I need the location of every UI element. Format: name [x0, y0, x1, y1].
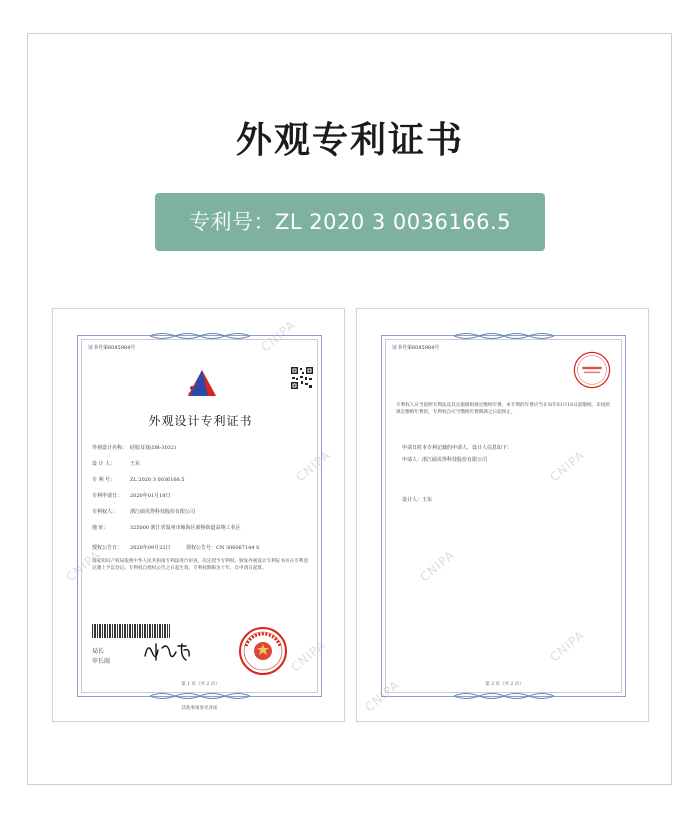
page-title: 外观专利证书: [235, 120, 464, 161]
stamp-icon: [572, 350, 612, 390]
watermark-text: CNIPA: [293, 447, 334, 485]
field-value: 2020年09月22日: [130, 545, 171, 551]
grant-publication-number: 授权公告号：CN 306067144 S: [186, 545, 260, 551]
ornament-icon: [454, 691, 554, 701]
field-value: ZL 2020 3 0036166.5: [130, 477, 185, 483]
certificate-border: [381, 335, 626, 697]
watermark-text: CNIPA: [547, 627, 588, 665]
field-patentee: [92, 508, 195, 515]
certificate-back[interactable]: [356, 308, 649, 722]
footer-note: 其他事项参见背面: [181, 706, 218, 711]
barcode: [92, 624, 170, 638]
signature-mark: [142, 638, 192, 664]
certificate-title: 外观设计专利证书: [148, 414, 253, 428]
watermark-text: CNIPA: [417, 547, 458, 585]
watermark-text: CNIPA: [258, 317, 299, 355]
page-number: 第 1 页（共 2 页）: [181, 682, 220, 687]
field-key: 专 利 号：: [92, 477, 116, 483]
field-designer: [92, 460, 140, 467]
field-key: 外观设计名称：: [92, 445, 128, 451]
ornament-icon: [150, 691, 250, 701]
field-filing-date: [92, 492, 170, 499]
patent-number-banner: 专利号：ZL 2020 3 0036166.5: [155, 193, 545, 251]
cert-number: 证书号第6085984号: [88, 345, 136, 351]
field-address: [92, 524, 241, 531]
watermark-text: CNIPA: [362, 677, 403, 715]
field-value: 2020年01月18日: [130, 493, 171, 499]
annual-fee-text: 专利权人应当依照专利法及其实施细则规定缴纳年费。本专利的年费应当在每年01月18日前缴纳。未按照规定缴纳年费的，专利权自应当缴纳年费期满之日起终止。: [396, 403, 610, 415]
director-sublabel: 申长雨: [92, 658, 111, 665]
designer-label: 设计人：: [402, 497, 423, 503]
watermark-text: CNIPA: [288, 637, 329, 675]
field-patent-number: [92, 476, 185, 483]
field-value: 硅胶耳塞(DB-3032): [130, 445, 177, 451]
field-design-name: [92, 444, 176, 451]
field-value: 325000 浙江省温州市瓯海区新桥街道高翔工业区: [130, 525, 241, 531]
designer-name: 王东: [422, 497, 433, 503]
certificate-front[interactable]: [52, 308, 345, 722]
official-seal-icon: [238, 626, 288, 676]
director-label: 局长: [92, 648, 105, 655]
cert-number: 证书号第6085984号: [392, 345, 440, 351]
watermark-text: CNIPA: [547, 447, 588, 485]
cnipa-logo-icon: [182, 366, 222, 406]
field-value: 王东: [130, 461, 141, 467]
field-key: 设 计 人：: [92, 461, 116, 467]
field-key: 授权公告日：: [92, 545, 123, 551]
field-value: 浙江硕贝得科技股份有限公司: [130, 509, 196, 515]
field-key: 专利申请日：: [92, 493, 123, 499]
ornament-icon: [150, 331, 250, 341]
certificate-body-text: 国家知识产权局依照中华人民共和国专利法进行审查，决定授予专利权，颁发外观设计专利证书并在专利登记簿上予以登记。专利权自授权公告之日起生效。专利权期限为十年，自申请日起算。: [92, 559, 308, 571]
field-key: 专利权人：: [92, 509, 118, 515]
field-grant-date: [92, 544, 259, 551]
certificate-border: [77, 335, 322, 697]
applicant-info-label: 申请日时本专利记载的申请人、设计人信息如下：: [402, 445, 513, 451]
field-key: 地 址：: [92, 525, 109, 531]
page-number: 第 2 页（共 2 页）: [485, 682, 524, 687]
qr-code-icon: [290, 366, 314, 390]
applicant-name: 浙江硕贝得科技股份有限公司: [422, 457, 488, 463]
watermark-text: CNIPA: [63, 547, 104, 585]
ornament-icon: [454, 331, 554, 341]
applicant-label: 申请人：: [402, 457, 423, 463]
